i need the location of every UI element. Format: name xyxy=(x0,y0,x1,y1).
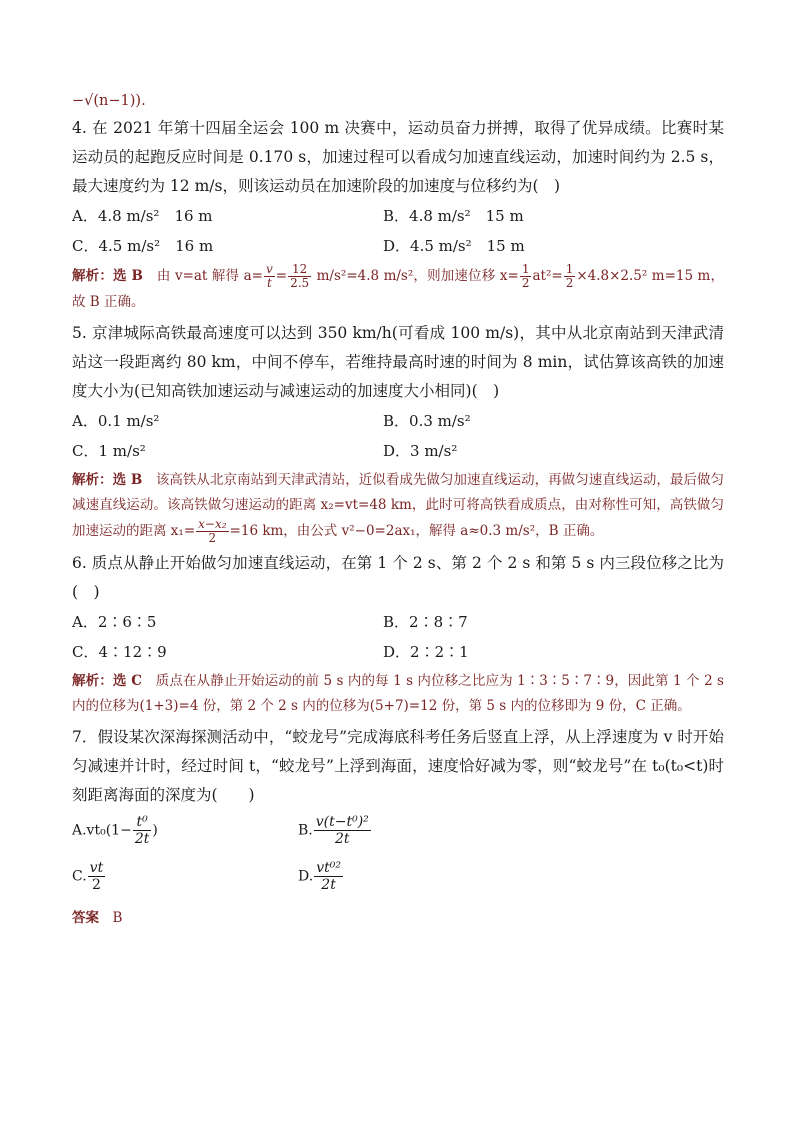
q7-option-d[interactable]: D. $\frac{\text{vt⁰²}}{2t}$ xyxy=(298,860,341,893)
question-4-options-row-2 xyxy=(72,231,724,261)
q6-option-c[interactable]: C．4∶12∶9 xyxy=(72,643,167,661)
question-7-stem: 7．假设某次深海探测活动中，“蛟龙号”完成海底科考任务后竖直上浮，从上浮速度为 v 时开始匀减速并计时，经过时间 t，“蛟龙号”上浮到海面，速度恰好减为零，则“蛟龙号”在 t₀(t₀<t)时刻距离海面的深度为( ) xyxy=(72,728,724,804)
prev-solution-fragment: −√(n−1)). xyxy=(72,93,146,109)
fraction: $\frac{1}{2}$ xyxy=(565,262,574,290)
solution-text: = xyxy=(275,268,288,284)
question-5-options-row-2 xyxy=(72,436,724,466)
q5-option-b[interactable]: B．0.3 m/s² xyxy=(383,412,471,430)
answer-tag: 答案 xyxy=(72,910,99,926)
question-6-options-row-2 xyxy=(72,637,724,667)
q5-option-d[interactable]: D．3 m/s² xyxy=(383,442,458,460)
q4-option-d[interactable]: D．4.5 m/s² 15 m xyxy=(383,237,525,255)
question-6-solution xyxy=(72,669,724,719)
fraction: $\frac{1}{2}$ xyxy=(521,262,530,290)
question-7-options-row-1 xyxy=(72,810,724,856)
solution-tag: 解析：选 C xyxy=(72,673,143,689)
solution-text: m/s²=4.8 m/s²，则加速位移 x= xyxy=(312,268,519,284)
question-5-stem: 5. 京津城际高铁最高速度可以达到 350 km/h(可看成 100 m/s)，其中从北京南站到天津武清站这一段距离约 80 km，中间不停车，若维持最高时速的时间为 8 min，试估算该高铁的加速度大小为(已知高铁加速运动与减速运动的加速度大小相同)( ) xyxy=(72,324,724,400)
question-6-stem: 6. 质点从静止开始做匀加速直线运动，在第 1 个 2 s、第 2 个 2 s 和第 5 s 内三段位移之比为( ) xyxy=(72,554,724,601)
question-7-answer xyxy=(72,906,724,931)
fraction: $\frac{12}{2.5}$ xyxy=(290,262,310,290)
fraction: $\frac{\text{x−x₂}}{2}$ xyxy=(198,517,227,545)
question-5-solution xyxy=(72,468,724,545)
q4-option-a[interactable]: A．4.8 m/s² 16 m xyxy=(72,207,213,225)
question-4-stem: 4. 在 2021 年第十四届全运会 100 m 决赛中，运动员奋力拼搏，取得了优异成绩。比赛时某运动员的起跑反应时间是 0.170 s，加速过程可以看成匀加速直线运动，加速时间约为 2.5 s，最大速度约为 12 m/s，则该运动员在加速阶段的加速度与位移约为( ) xyxy=(72,119,724,195)
question-4-options-row-1 xyxy=(72,201,724,231)
solution-tag: 解析：选 B xyxy=(72,472,143,488)
solution-tag: 解析：选 B xyxy=(72,268,143,284)
solution-text: 该高铁从北京南站到天津武清站，近似看成先做匀加速直线运动，再做匀速直线运动，最后做匀减速直线运动。该高铁做匀速运动的距离 x₂=vt=48 km，此时可将高铁看成质点，由对称性可知，高铁做匀加速运动的距离 x₁= xyxy=(72,472,725,539)
q5-option-a[interactable]: A．0.1 m/s² xyxy=(72,412,160,430)
solution-text: =16 km，由公式 v²−0=2ax₁，解得 a≈0.3 m/s²，B 正确。 xyxy=(229,523,604,539)
question-7-options-row-2 xyxy=(72,856,724,902)
question-4-solution xyxy=(72,263,724,315)
solution-text: at²= xyxy=(532,268,563,284)
q6-option-a[interactable]: A．2∶6∶5 xyxy=(72,613,157,631)
q7-option-a[interactable]: A.vt₀(1− $\frac{\text{t⁰}}{2t}$ ) xyxy=(72,814,158,847)
solution-text: 质点在从静止开始运动的前 5 s 内的每 1 s 内位移之比应为 1∶3∶5∶7∶9，因此第 1 个 2 s 内的位移为(1+3)=4 份，第 2 个 2 s 内的位移为(5+7)=12 份，第 5 s 内的位移即为 9 份，C 正确。 xyxy=(72,673,724,714)
q6-option-d[interactable]: D．2∶2∶1 xyxy=(383,643,469,661)
answer-value: B xyxy=(112,910,123,926)
q7-option-c[interactable]: C. $\frac{vt}{2}$ xyxy=(72,860,104,893)
q4-option-c[interactable]: C．4.5 m/s² 16 m xyxy=(72,237,214,255)
solution-text: ×4.8×2.5² m=15 m，故 B 正确。 xyxy=(72,268,724,310)
q7-option-b[interactable]: B. $\frac{\text{v(t−t⁰)²}}{2t}$ xyxy=(298,814,369,847)
question-5-options-row-1 xyxy=(72,406,724,436)
question-6-options-row-1 xyxy=(72,607,724,637)
worksheet-page xyxy=(72,88,724,931)
fraction: $\frac{v}{t}$ xyxy=(265,262,273,290)
q6-option-b[interactable]: B．2∶8∶7 xyxy=(383,613,468,631)
solution-text: 由 v=at 解得 a= xyxy=(156,268,263,284)
q4-option-b[interactable]: B．4.8 m/s² 15 m xyxy=(383,207,524,225)
q5-option-c[interactable]: C．1 m/s² xyxy=(72,442,146,460)
